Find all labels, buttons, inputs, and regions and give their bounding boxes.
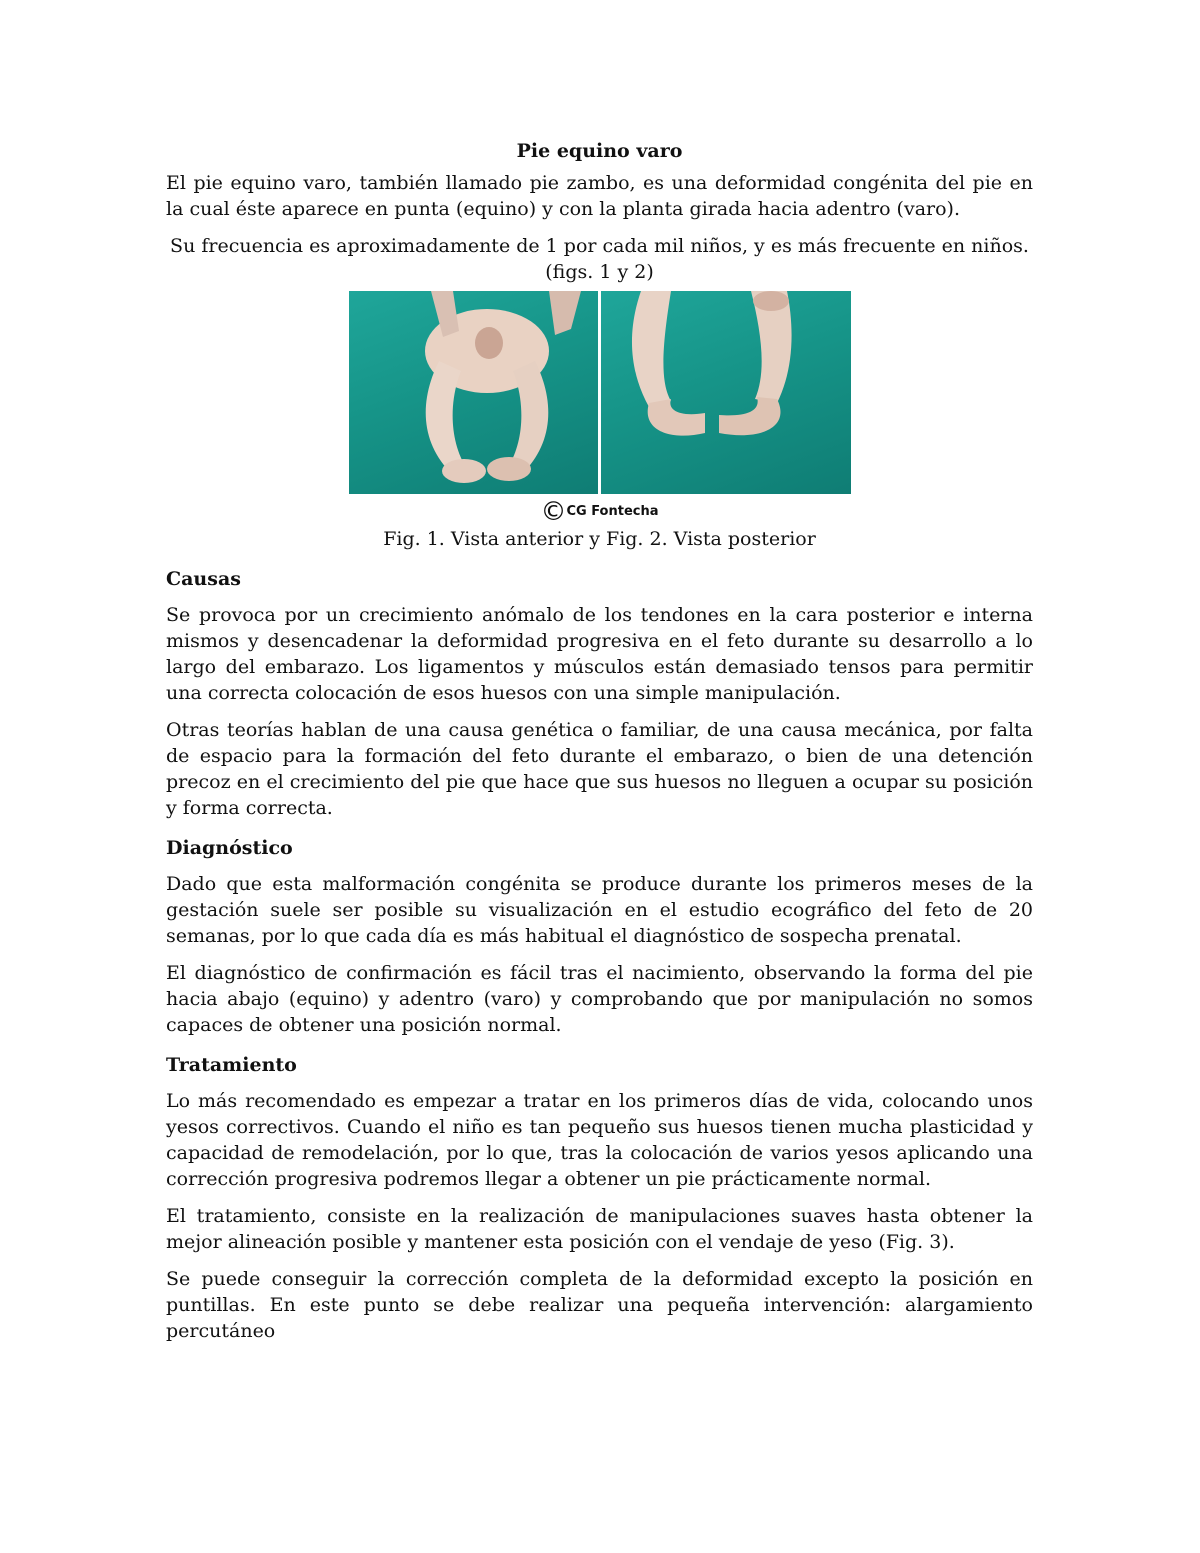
diagnostico-paragraph-1: Dado que esta malformación congénita se produce durante los primeros meses de la gestación suele ser posible su visualización en el estudio ecográfico del feto de 20 semanas, por lo que cada día es más habitual el diagnóstico de sospecha prenatal. — [166, 873, 1033, 947]
copyright-symbol: © — [540, 497, 567, 527]
document-title: Pie equino varo — [516, 140, 683, 162]
anterior-view-illustration — [349, 291, 599, 494]
diagnostico-paragraph-2: El diagnóstico de confirmación es fácil tras el nacimiento, observando la forma del pie hacia abajo (equino) y adentro (varo) y comprobando que por manipulación no somos capaces de obtener una posición normal. — [166, 962, 1033, 1036]
copyright-mark — [166, 498, 1033, 526]
frequency-paragraph — [166, 233, 1033, 285]
intro-paragraph: El pie equino varo, también llamado pie zambo, es una deformidad congénita del pie en la cual éste aparece en punta (equino) y con la planta girada hacia adentro (varo). — [166, 172, 1033, 220]
causas-paragraph-1: Se provoca por un crecimiento anómalo de los tendones en la cara posterior e interna mismos y desencadenar la deformidad progresiva en el feto durante su desarrollo a lo largo del embarazo. Los ligamentos y músculos están demasiado tensos para permitir una correcta colocación de esos huesos con una simple manipulación. — [166, 604, 1033, 704]
figure-reference: (figs. 1 y 2) — [545, 261, 654, 283]
posterior-view-photo — [601, 291, 851, 494]
copyright-label: CG Fontecha — [566, 504, 659, 519]
frequency-text: Su frecuencia es aproximadamente de 1 por cada mil niños, y es más frecuente en niños. — [170, 235, 1029, 257]
document-page — [166, 138, 1033, 1355]
section-heading-causas: Causas — [166, 568, 241, 590]
section-heading-tratamiento: Tratamiento — [166, 1054, 297, 1076]
figure-caption: Fig. 1. Vista anterior y Fig. 2. Vista posterior — [383, 528, 816, 550]
tratamiento-paragraph-1: Lo más recomendado es empezar a tratar en los primeros días de vida, colocando unos yesos correctivos. Cuando el niño es tan pequeño sus huesos tienen mucha plasticidad y capacidad de remodelación, por lo que, tras la colocación de varios yesos aplicando una corrección progresiva podremos llegar a obtener un pie prácticamente normal. — [166, 1090, 1033, 1190]
causas-paragraph-2: Otras teorías hablan de una causa genética o familiar, de una causa mecánica, por falta de espacio para la formación del feto durante el embarazo, o bien de una detención precoz en el crecimiento del pie que hace que sus huesos no lleguen a ocupar su posición y forma correcta. — [166, 719, 1033, 819]
tratamiento-paragraph-3: Se puede conseguir la corrección completa de la deformidad excepto la posición en puntillas. En este punto se debe realizar una pequeña intervención: alargamiento percutáneo — [166, 1268, 1033, 1342]
section-heading-diagnostico: Diagnóstico — [166, 837, 293, 859]
clubfoot-figure — [349, 291, 851, 494]
tratamiento-paragraph-2: El tratamiento, consiste en la realización de manipulaciones suaves hasta obtener la mejor alineación posible y mantener esta posición con el vendaje de yeso (Fig. 3). — [166, 1205, 1033, 1253]
anterior-view-photo — [349, 291, 599, 494]
posterior-view-illustration — [601, 291, 828, 494]
